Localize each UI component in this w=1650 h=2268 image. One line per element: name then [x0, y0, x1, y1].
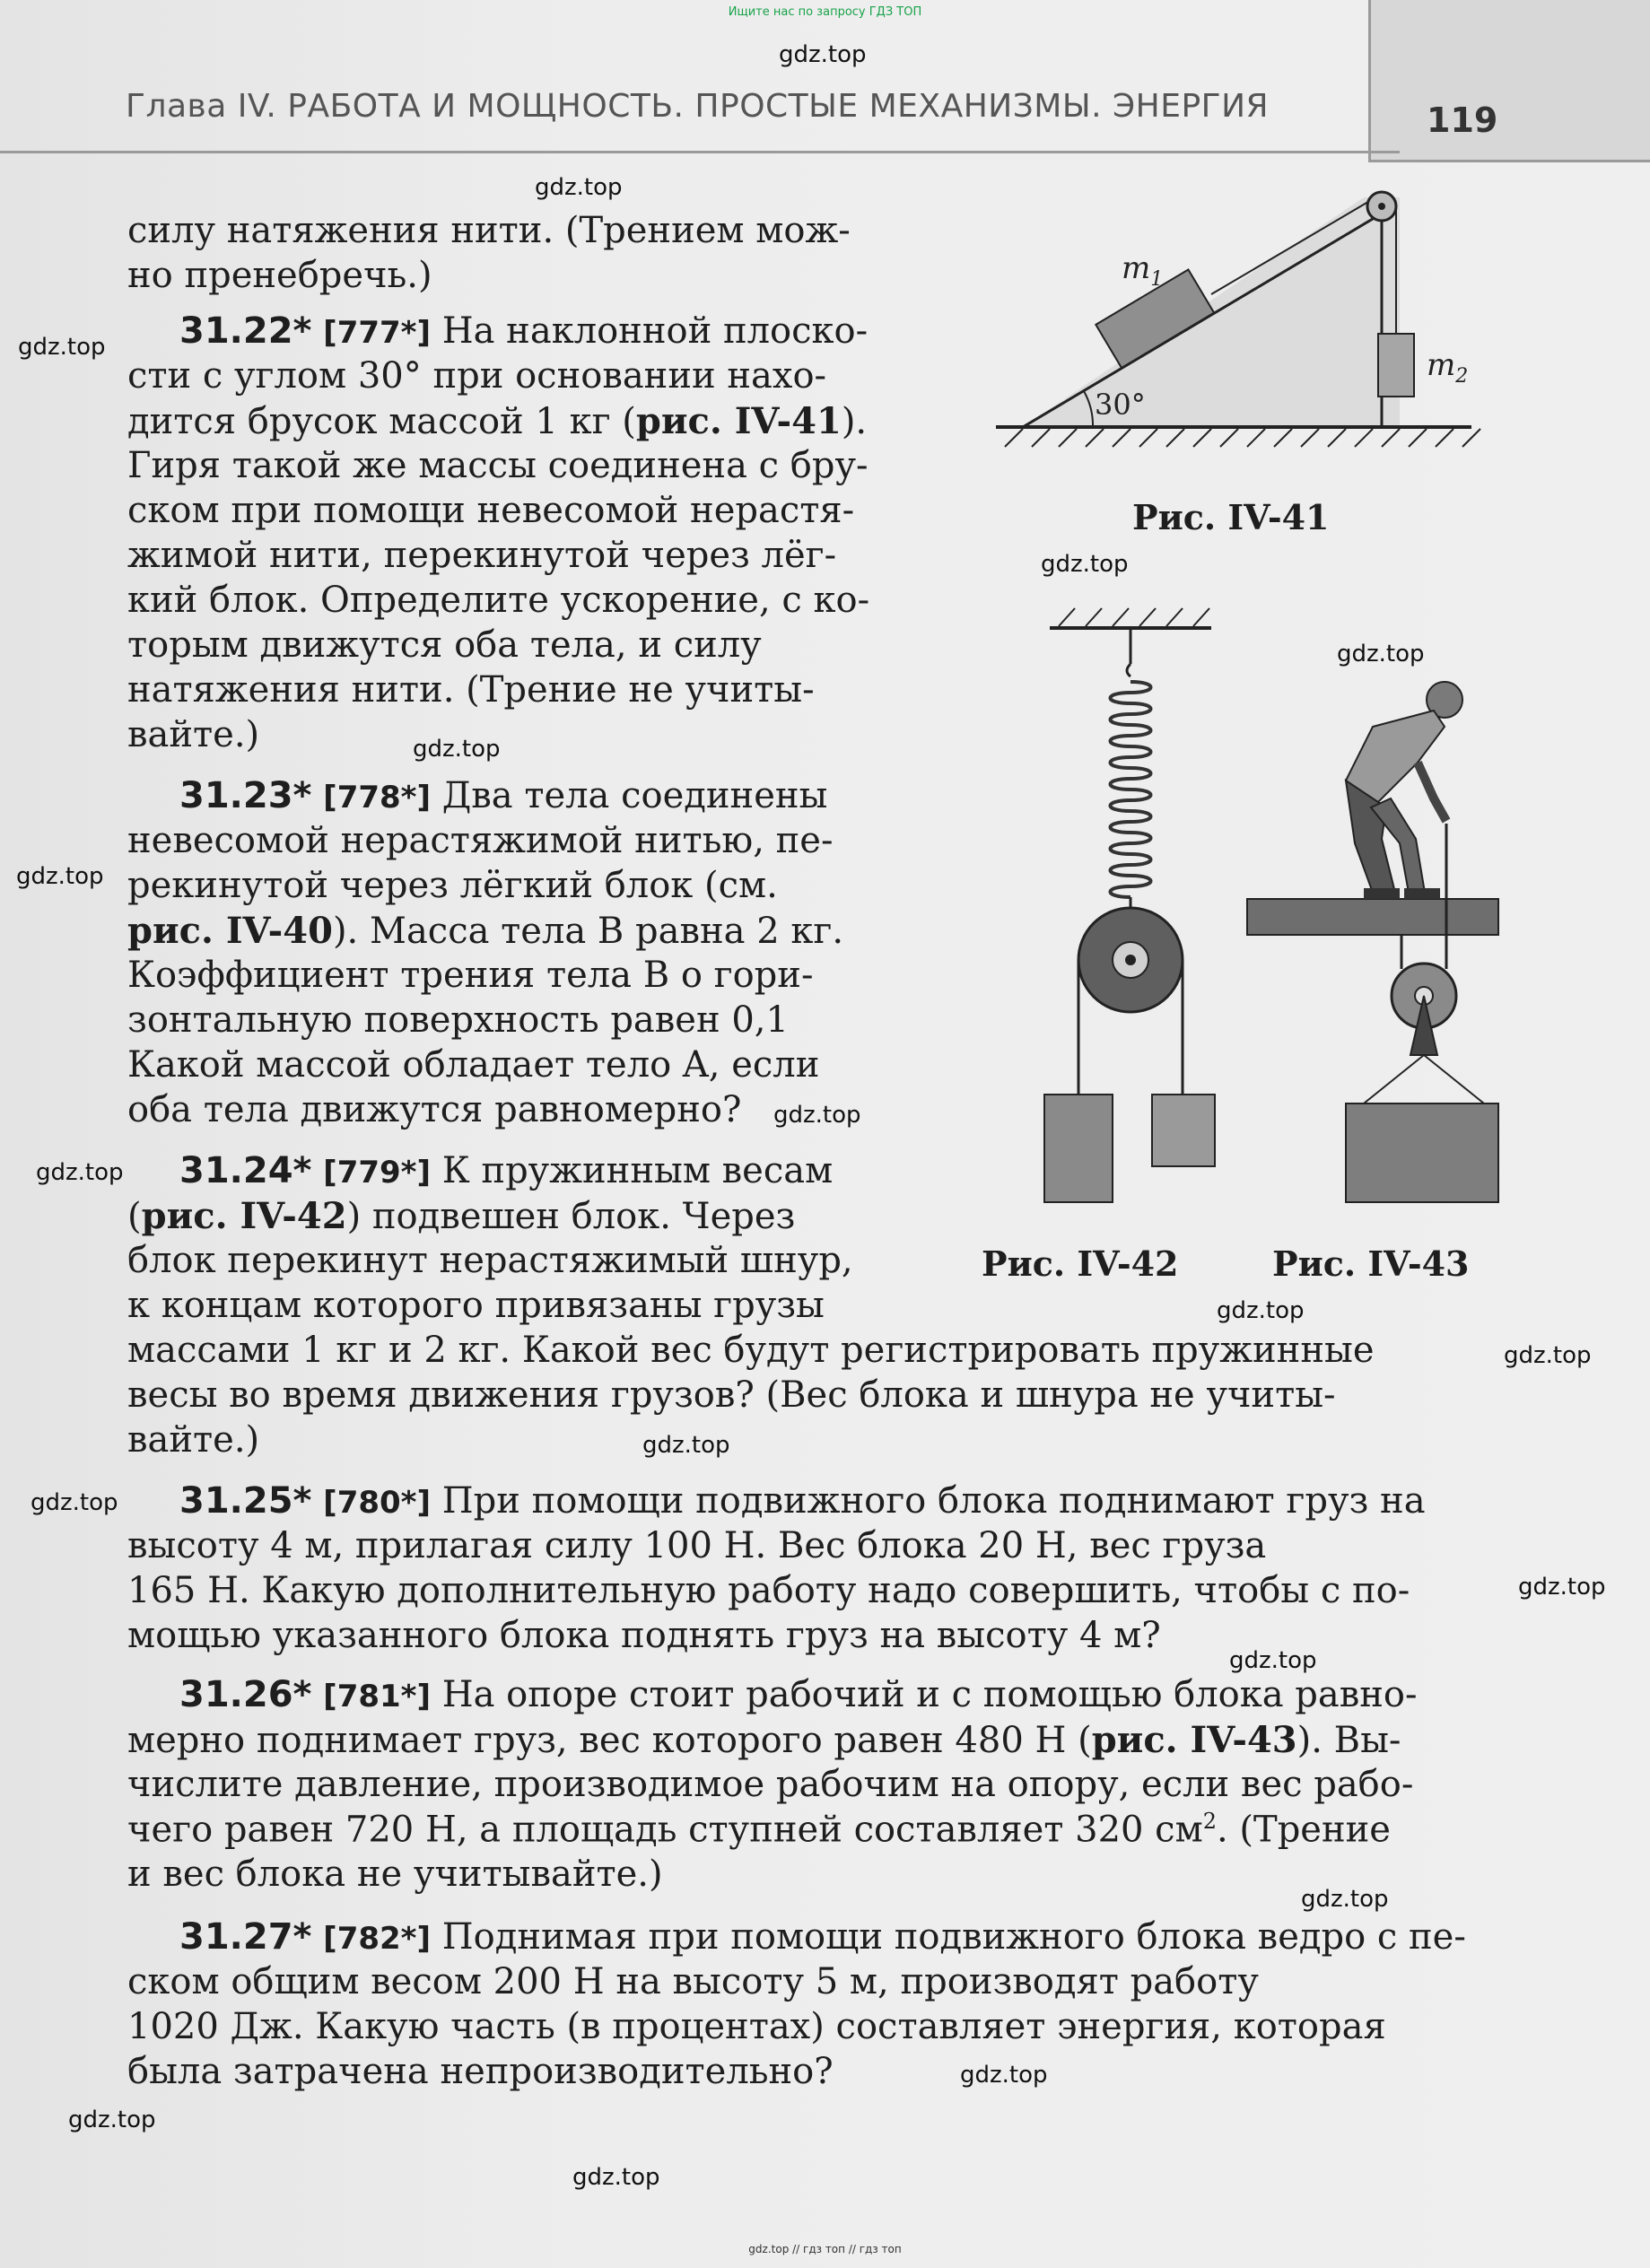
figure-ref: рис. IV-40 — [127, 910, 333, 952]
text-line: невесомой нерастяжимой нитью, пе- — [127, 820, 834, 861]
figure-caption-iv-41: Рис. IV-41 — [1132, 497, 1330, 537]
mass-label-m2: $m_2$ — [1427, 347, 1469, 388]
text-line: и вес блока не учитывайте.) — [127, 1854, 663, 1895]
problem-number: 31.23* — [179, 775, 312, 816]
load-strap-right — [1424, 1055, 1484, 1103]
text-line: На опоре стоит рабочий и с помощью блока равно- — [441, 1674, 1418, 1715]
figure-ref: рис. IV-43 — [1091, 1719, 1297, 1761]
spring — [1111, 682, 1151, 897]
watermark: gdz.top — [1217, 1297, 1305, 1324]
text-line: числите давление, производимое рабочим на опору, если вес рабо- — [127, 1764, 1414, 1805]
weight-m2 — [1378, 334, 1414, 397]
watermark: gdz.top — [18, 334, 106, 361]
weight-1kg — [1152, 1095, 1215, 1166]
ceiling-hatching — [1059, 608, 1209, 626]
text-line: оба тела движутся равномерно? — [127, 1089, 742, 1130]
superscript: 2 — [1202, 1809, 1217, 1834]
text-line: При помощи подвижного блока поднимают груз на — [441, 1480, 1426, 1522]
text-line — [127, 910, 843, 952]
text-line: На наклонной плоско- — [441, 310, 869, 352]
text-line: вайте.) — [127, 1419, 260, 1461]
load-strap-left — [1364, 1055, 1424, 1103]
figure-caption-iv-42: Рис. IV-42 — [982, 1243, 1179, 1284]
figure-ref: рис. IV-42 — [141, 1195, 347, 1237]
problem-code: [781*] — [323, 1679, 432, 1714]
problem-number: 31.22* — [179, 310, 312, 352]
text-line: рекинутой через лёгкий блок (см. — [127, 865, 778, 906]
text-line: силу натяжения нити. (Трением мож- — [127, 210, 851, 251]
text-line: Два тела соединены — [441, 775, 828, 816]
figure-ref: рис. IV-41 — [635, 400, 842, 442]
problem-code: [780*] — [323, 1485, 432, 1521]
problem-code: [777*] — [323, 315, 432, 351]
watermark: gdz.top — [1041, 551, 1129, 578]
watermark: gdz.top — [960, 2062, 1048, 2089]
text-line: Коэффициент трения тела B о гори- — [127, 955, 814, 996]
watermark: gdz.top — [1229, 1647, 1317, 1674]
figure-iv-41 — [987, 179, 1489, 475]
text-line — [127, 1719, 1401, 1761]
watermark: gdz.top — [36, 1159, 124, 1186]
pulley-axle — [1125, 955, 1136, 965]
text-line: зонтальную поверхность равен 0,1 — [127, 999, 789, 1041]
text-line — [127, 400, 867, 442]
support-platform — [1247, 899, 1498, 935]
chapter-header: Глава IV. РАБОТА И МОЩНОСТЬ. ПРОСТЫЕ МЕХАНИЗМЫ. ЭНЕРГИЯ — [126, 88, 1270, 125]
problem-number: 31.25* — [179, 1480, 312, 1522]
problem-31-25-line1 — [179, 1480, 1426, 1522]
text-line: торым движутся оба тела, и силу — [127, 624, 762, 666]
text-segment: ). Вы- — [1296, 1720, 1401, 1761]
text-segment: мерно поднимает груз, вес которого равен 480 Н ( — [127, 1720, 1092, 1761]
text-segment: ). — [841, 401, 868, 442]
ground-hatching — [1005, 429, 1480, 447]
text-segment: ( — [127, 1196, 142, 1237]
text-line: сти с углом 30° при основании нахо- — [127, 355, 827, 397]
text-line: ском при помощи невесомой нерастя- — [127, 490, 855, 531]
watermark: gdz.top — [779, 41, 867, 68]
weight-2kg — [1044, 1095, 1113, 1202]
text-line: весы во время движения грузов? (Вес блока и шнура не учиты- — [127, 1374, 1336, 1416]
watermark: gdz.top — [1301, 1886, 1389, 1913]
problem-31-22-line1 — [179, 310, 868, 352]
text-line: 1020 Дж. Какую часть (в процентах) составляет энергия, которая — [127, 2006, 1386, 2047]
page-number-box — [1368, 0, 1650, 162]
watermark: gdz.top — [31, 1489, 118, 1516]
watermark: gdz.top — [1504, 1342, 1592, 1369]
problem-31-27-line1 — [179, 1916, 1466, 1958]
text-line: к концам которого привязаны грузы — [127, 1285, 825, 1326]
text-line: массами 1 кг и 2 кг. Какой вес будут регистрировать пружинные — [127, 1330, 1375, 1371]
text-segment: ). Масса тела B равна 2 кг. — [332, 911, 844, 952]
text-line: Какой массой обладает тело A, если — [127, 1044, 820, 1086]
text-line: мощью указанного блока поднять груз на высоту 4 м? — [127, 1615, 1161, 1656]
problem-31-24-line1 — [179, 1150, 833, 1191]
text-line: Поднимая при помощи подвижного блока ведро с пе- — [441, 1916, 1466, 1958]
text-line: К пружинным весам — [441, 1150, 834, 1191]
problem-31-26-line1 — [179, 1674, 1418, 1715]
hook-curve — [1127, 664, 1131, 676]
watermark: gdz.top — [68, 2107, 156, 2133]
problem-31-23-line1 — [179, 775, 827, 816]
text-segment: ) подвешен блок. Через — [346, 1196, 796, 1237]
watermark: gdz.top — [572, 2164, 660, 2191]
problem-number: 31.27* — [179, 1916, 312, 1958]
page-number: 119 — [1427, 100, 1498, 140]
watermark: gdz.top — [642, 1432, 730, 1459]
watermark: gdz.top — [535, 174, 623, 201]
text-line: блок перекинут нерастяжимый шнур, — [127, 1240, 853, 1281]
text-line — [127, 1809, 1391, 1850]
watermark: gdz.top — [773, 1102, 861, 1129]
top-note: Ищите нас по запросу ГДЗ ТОП — [728, 5, 922, 19]
figure-caption-iv-43: Рис. IV-43 — [1272, 1243, 1470, 1284]
load — [1346, 1103, 1498, 1202]
problem-code: [782*] — [323, 1921, 432, 1957]
text-line: ском общим весом 200 Н на высоту 5 м, производят работу — [127, 1961, 1259, 2002]
header-rule — [0, 151, 1400, 153]
pulley-axle — [1378, 203, 1385, 210]
text-line: Гиря такой же массы соединена с бру- — [127, 445, 869, 486]
problem-code: [778*] — [323, 780, 432, 816]
watermark: gdz.top — [1518, 1574, 1606, 1601]
watermark: gdz.top — [413, 736, 501, 763]
text-segment: дится брусок массой 1 кг ( — [127, 401, 636, 442]
text-line: вайте.) — [127, 714, 260, 755]
text-segment: чего равен 720 Н, а площадь ступней составляет 320 см — [127, 1809, 1203, 1851]
text-line: высоту 4 м, прилагая силу 100 Н. Вес блока 20 Н, вес груза — [127, 1525, 1267, 1566]
problem-number: 31.26* — [179, 1674, 312, 1715]
text-line: была затрачена непроизводительно? — [127, 2051, 834, 2092]
text-line: жимой нити, перекинутой через лёг- — [127, 535, 837, 576]
problem-number: 31.24* — [179, 1150, 312, 1191]
angle-label: 30° — [1095, 388, 1146, 422]
text-line — [127, 1195, 795, 1237]
text-line: натяжения нити. (Трение не учиты- — [127, 669, 815, 711]
text-line: 165 Н. Какую дополнительную работу надо совершить, чтобы с по- — [127, 1570, 1410, 1611]
text-line: но пренебречь.) — [127, 255, 432, 296]
text-segment: . (Трение — [1216, 1809, 1391, 1851]
watermark: gdz.top — [16, 863, 104, 890]
mass-label-m1: $m_1$ — [1122, 250, 1164, 291]
text-line: кий блок. Определите ускорение, с ко- — [127, 580, 870, 621]
watermark: gdz.top — [1337, 641, 1425, 667]
figure-iv-43 — [1238, 664, 1507, 1220]
bottom-note: gdz.top // гдз топ // гдз топ — [748, 2243, 902, 2255]
problem-code: [779*] — [323, 1155, 432, 1191]
figure-iv-42 — [1032, 592, 1238, 1220]
